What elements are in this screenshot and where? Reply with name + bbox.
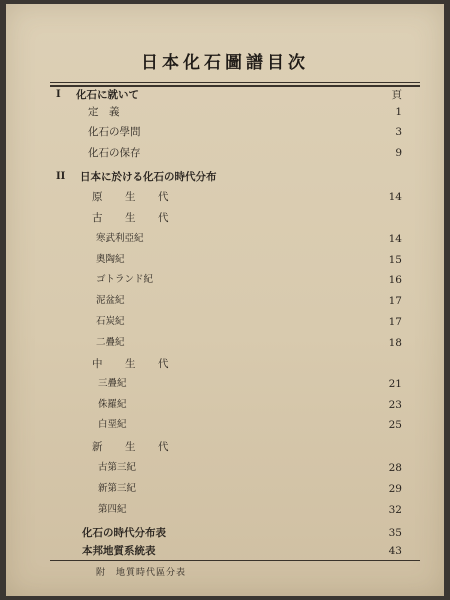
entry-label: 侏羅紀 — [98, 399, 127, 410]
toc-entry — [6, 503, 444, 517]
entry-label: ゴトランド紀 — [96, 274, 154, 285]
entry-label: 定 義 — [88, 106, 120, 118]
entry-page: 14 — [388, 191, 402, 203]
entry-page: 14 — [388, 233, 402, 245]
entry-page: 43 — [388, 545, 402, 557]
toc-entry — [6, 377, 444, 391]
entry-page: 28 — [388, 462, 402, 474]
entry-page: 23 — [388, 399, 402, 411]
toc-entry — [6, 398, 444, 412]
era-label: 新 生 代 — [92, 441, 175, 453]
toc-entry — [6, 273, 444, 287]
entry-page: 25 — [388, 419, 402, 431]
entry-label: 第四紀 — [98, 504, 127, 515]
footer-rule — [50, 560, 420, 561]
entry-label: 古第三紀 — [98, 462, 137, 473]
entry-page: 35 — [388, 527, 402, 539]
entry-page: 29 — [388, 483, 402, 495]
entry-label: 本邦地質系統表 — [82, 545, 156, 557]
entry-page: 1 — [395, 106, 402, 118]
title-rule-double — [50, 85, 420, 87]
toc-entry — [6, 544, 444, 558]
section-row-2 — [6, 170, 444, 184]
toc-entry — [6, 336, 444, 350]
entry-label: 白堊紀 — [98, 419, 127, 430]
entry-page: 16 — [388, 274, 402, 286]
entry-page: 32 — [388, 504, 402, 516]
entry-label: 三疊紀 — [98, 378, 127, 389]
section-title: 化石に就いて — [76, 89, 139, 101]
entry-page: 3 — [395, 126, 402, 138]
entry-label: 二疊紀 — [96, 337, 125, 348]
era-row — [6, 211, 444, 225]
era-label: 中 生 代 — [92, 358, 175, 370]
entry-page: 15 — [388, 254, 402, 266]
entry-label: 化石の學問 — [88, 126, 141, 138]
entry-page: 21 — [388, 378, 402, 390]
era-row — [6, 190, 444, 204]
toc-entry — [6, 418, 444, 432]
entry-label: 寒武利亞紀 — [96, 233, 144, 244]
section-numeral: I — [56, 89, 61, 100]
toc-entry — [6, 294, 444, 308]
toc-entry — [6, 482, 444, 496]
entry-page: 18 — [388, 337, 402, 349]
appendix-label: 附 地質時代區分表 — [96, 568, 187, 578]
page-title: 日本化石圖譜目次 — [141, 53, 309, 73]
entry-page: 9 — [395, 147, 402, 159]
toc-entry — [6, 125, 444, 139]
entry-label: 化石の時代分布表 — [82, 527, 166, 539]
entry-label: 泥盆紀 — [96, 295, 125, 306]
entry-label: 奧陶紀 — [96, 254, 125, 265]
era-label: 古 生 代 — [92, 212, 175, 224]
page-column-heading: 頁 — [391, 89, 402, 101]
toc-entry — [6, 146, 444, 160]
section-numeral: II — [56, 171, 66, 182]
era-row — [6, 440, 444, 454]
appendix-row — [6, 566, 444, 580]
era-label: 原 生 代 — [92, 191, 175, 203]
toc-entry — [6, 315, 444, 329]
toc-entry — [6, 253, 444, 267]
entry-page: 17 — [388, 316, 402, 328]
era-row — [6, 357, 444, 371]
entry-label: 新第三紀 — [98, 483, 137, 494]
toc-entry — [6, 526, 444, 540]
title-rule — [50, 82, 420, 83]
toc-entry — [6, 105, 444, 119]
toc-entry — [6, 232, 444, 246]
entry-page: 17 — [388, 295, 402, 307]
section-title: 日本に於ける化石の時代分布 — [80, 171, 217, 183]
section-row-1 — [6, 88, 444, 102]
entry-label: 石炭紀 — [96, 316, 125, 327]
entry-label: 化石の保存 — [88, 147, 141, 159]
book-page — [6, 4, 444, 596]
toc-entry — [6, 461, 444, 475]
